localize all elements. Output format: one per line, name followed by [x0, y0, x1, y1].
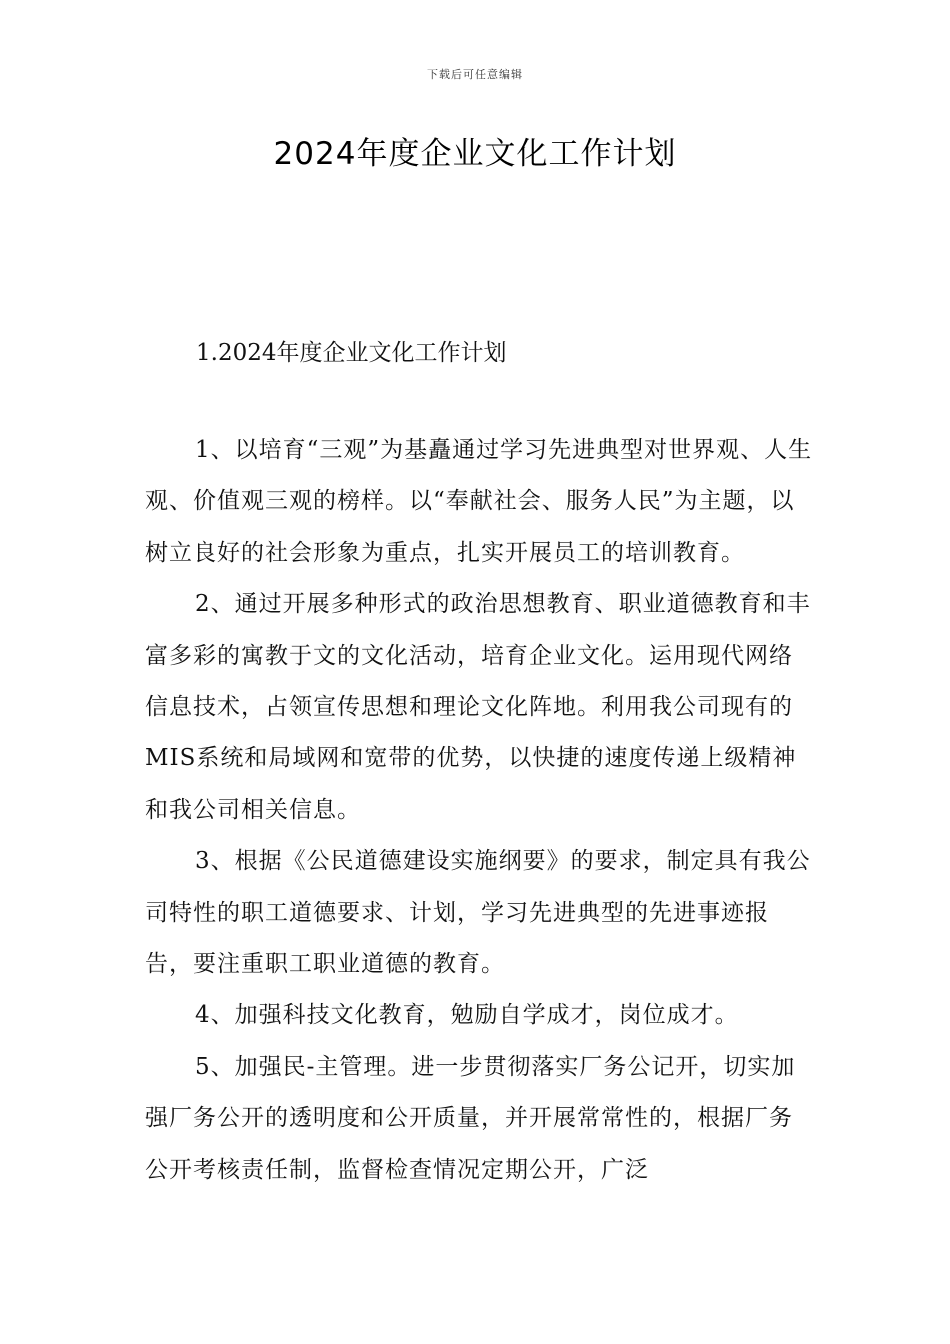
body-text — [145, 425, 815, 1196]
section-subheading: 1.2024年度企业文化工作计划 — [196, 340, 507, 366]
paragraph: 5、加强民-主管理。进一步贯彻落实厂务公记开，切实加强厂务公开的透明度和公开质量，并开展常常性的，根据厂务公开考核责任制，监督检查情况定期公开，广泛 — [145, 1053, 796, 1183]
paragraph: 3、根据《公民道德建设实施纲要》的要求，制定具有我公司特性的职工道德要求、计划，学习先进典型的先进事迹报告，要注重职工职业道德的教育。 — [145, 848, 811, 978]
paragraph: 1、以培育“三观”为基矗通过学习先进典型对世界观、人生观、价值观三观的榜样。以“奉献社会、服务人民”为主题，以树立良好的社会形象为重点，扎实开展员工的培训教育。 — [145, 437, 813, 566]
paragraph: 2、通过开展多种形式的政治思想教育、职业道德教育和丰富多彩的寓教于文的文化活动，培育企业文化。运用现代网络信息技术，占领宣传思想和理论文化阵地。利用我公司现有的MIS系统和局域网和宽带的优势，以快捷的速度传递上级精神和我公司相关信息。 — [145, 591, 811, 823]
document-title: 2024年度企业文化工作计划 — [273, 136, 677, 172]
header-note: 下载后可任意编辑 — [427, 68, 523, 81]
paragraph: 4、加强科技文化教育，勉励自学成才，岗位成才。 — [195, 1002, 739, 1029]
